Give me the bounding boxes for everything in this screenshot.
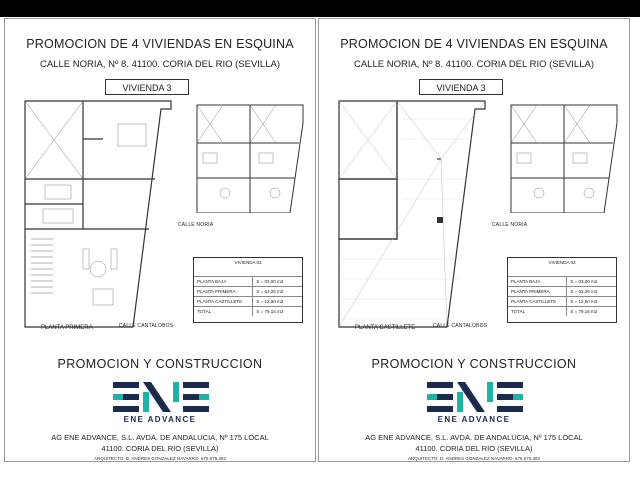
brand-name: ENE ADVANCE	[123, 415, 197, 424]
area-name: PLANTA BAJA	[194, 277, 253, 286]
area-value: S = 12,90 m2	[256, 299, 284, 304]
architect-line: ARQUITECTO: D. ANDRES GONZALEZ NAVARRO. 678.575.382	[407, 456, 541, 461]
area-value: S = 03,00 m2	[256, 279, 284, 284]
table-row	[508, 286, 616, 296]
sheet-planta-castillete	[318, 18, 630, 462]
table-row	[194, 286, 302, 296]
areas-table-header: VIVIENDA 03	[234, 260, 262, 265]
floor-plan-castillete	[337, 99, 512, 329]
table-row	[194, 276, 302, 286]
promo-heading: PROMOCION Y CONSTRUCCION	[57, 357, 263, 371]
top-bar	[0, 0, 640, 17]
area-name: TOTAL	[194, 307, 253, 316]
company-city: 41100. CORIA DEL RIO (SEVILLA)	[101, 444, 219, 453]
areas-table-header: VIVIENDA 03	[548, 260, 576, 265]
street-label-cantalobos: CALLE CANTALOBOS	[119, 323, 174, 329]
area-name: PLANTA CASTILLETE	[194, 297, 253, 306]
brand-name: ENE ADVANCE	[437, 415, 511, 424]
table-row	[508, 306, 616, 316]
table-row	[194, 296, 302, 306]
plan-label: PLANTA CASTILLETE	[355, 325, 416, 331]
sheet-title: PROMOCION DE 4 VIVIENDAS EN ESQUINA	[26, 37, 294, 51]
area-value: S = 12,90 m2	[570, 299, 598, 304]
sheet-address: CALLE NORIA, Nº 8. 41100. CORIA DEL RIO (SEVILLA)	[353, 59, 594, 70]
plan-label: PLANTA PRIMERA	[41, 325, 93, 331]
area-value: S = 63,25 m2	[256, 289, 284, 294]
street-label-cantalobos: CALLE CANTALOBOS	[433, 323, 488, 329]
ene-advance-logo	[113, 382, 209, 412]
company-address: AG ENE ADVANCE, S.L. AVDA. DE ANDALUCIA, Nº 175 LOCAL	[51, 433, 269, 442]
area-value: S = 63,25 m2	[570, 289, 598, 294]
street-label-noria: CALLE NORIA	[492, 222, 528, 228]
areas-table	[507, 257, 617, 323]
dwelling-label: VIVIENDA 3	[419, 79, 503, 95]
street-label-noria: CALLE NORIA	[178, 222, 214, 228]
area-name: PLANTA PRIMERA	[194, 287, 253, 296]
table-row	[508, 276, 616, 286]
area-name: PLANTA BAJA	[508, 277, 567, 286]
key-plan	[195, 103, 305, 213]
sheet-title: PROMOCION DE 4 VIVIENDAS EN ESQUINA	[340, 37, 608, 51]
floor-plan-primera	[23, 99, 198, 329]
promo-heading: PROMOCION Y CONSTRUCCION	[371, 357, 577, 371]
sheet-planta-primera	[4, 18, 316, 462]
area-name: PLANTA PRIMERA	[508, 287, 567, 296]
area-name: TOTAL	[508, 307, 567, 316]
areas-table	[193, 257, 303, 323]
company-city: 41100. CORIA DEL RIO (SEVILLA)	[415, 444, 533, 453]
table-row	[508, 296, 616, 306]
area-name: PLANTA CASTILLETE	[508, 297, 567, 306]
area-value: S = 79,15 m2	[256, 309, 284, 314]
sheet-address: CALLE NORIA, Nº 8. 41100. CORIA DEL RIO (SEVILLA)	[39, 59, 280, 70]
dwelling-label: VIVIENDA 3	[105, 79, 189, 95]
architect-line: ARQUITECTO: D. ANDRES GONZALEZ NAVARRO. 678.575.382	[93, 456, 227, 461]
area-value: S = 03,00 m2	[570, 279, 598, 284]
area-value: S = 79,15 m2	[570, 309, 598, 314]
company-address: AG ENE ADVANCE, S.L. AVDA. DE ANDALUCIA, Nº 175 LOCAL	[365, 433, 583, 442]
key-plan	[509, 103, 619, 213]
ene-advance-logo	[427, 382, 523, 412]
table-row	[194, 306, 302, 316]
